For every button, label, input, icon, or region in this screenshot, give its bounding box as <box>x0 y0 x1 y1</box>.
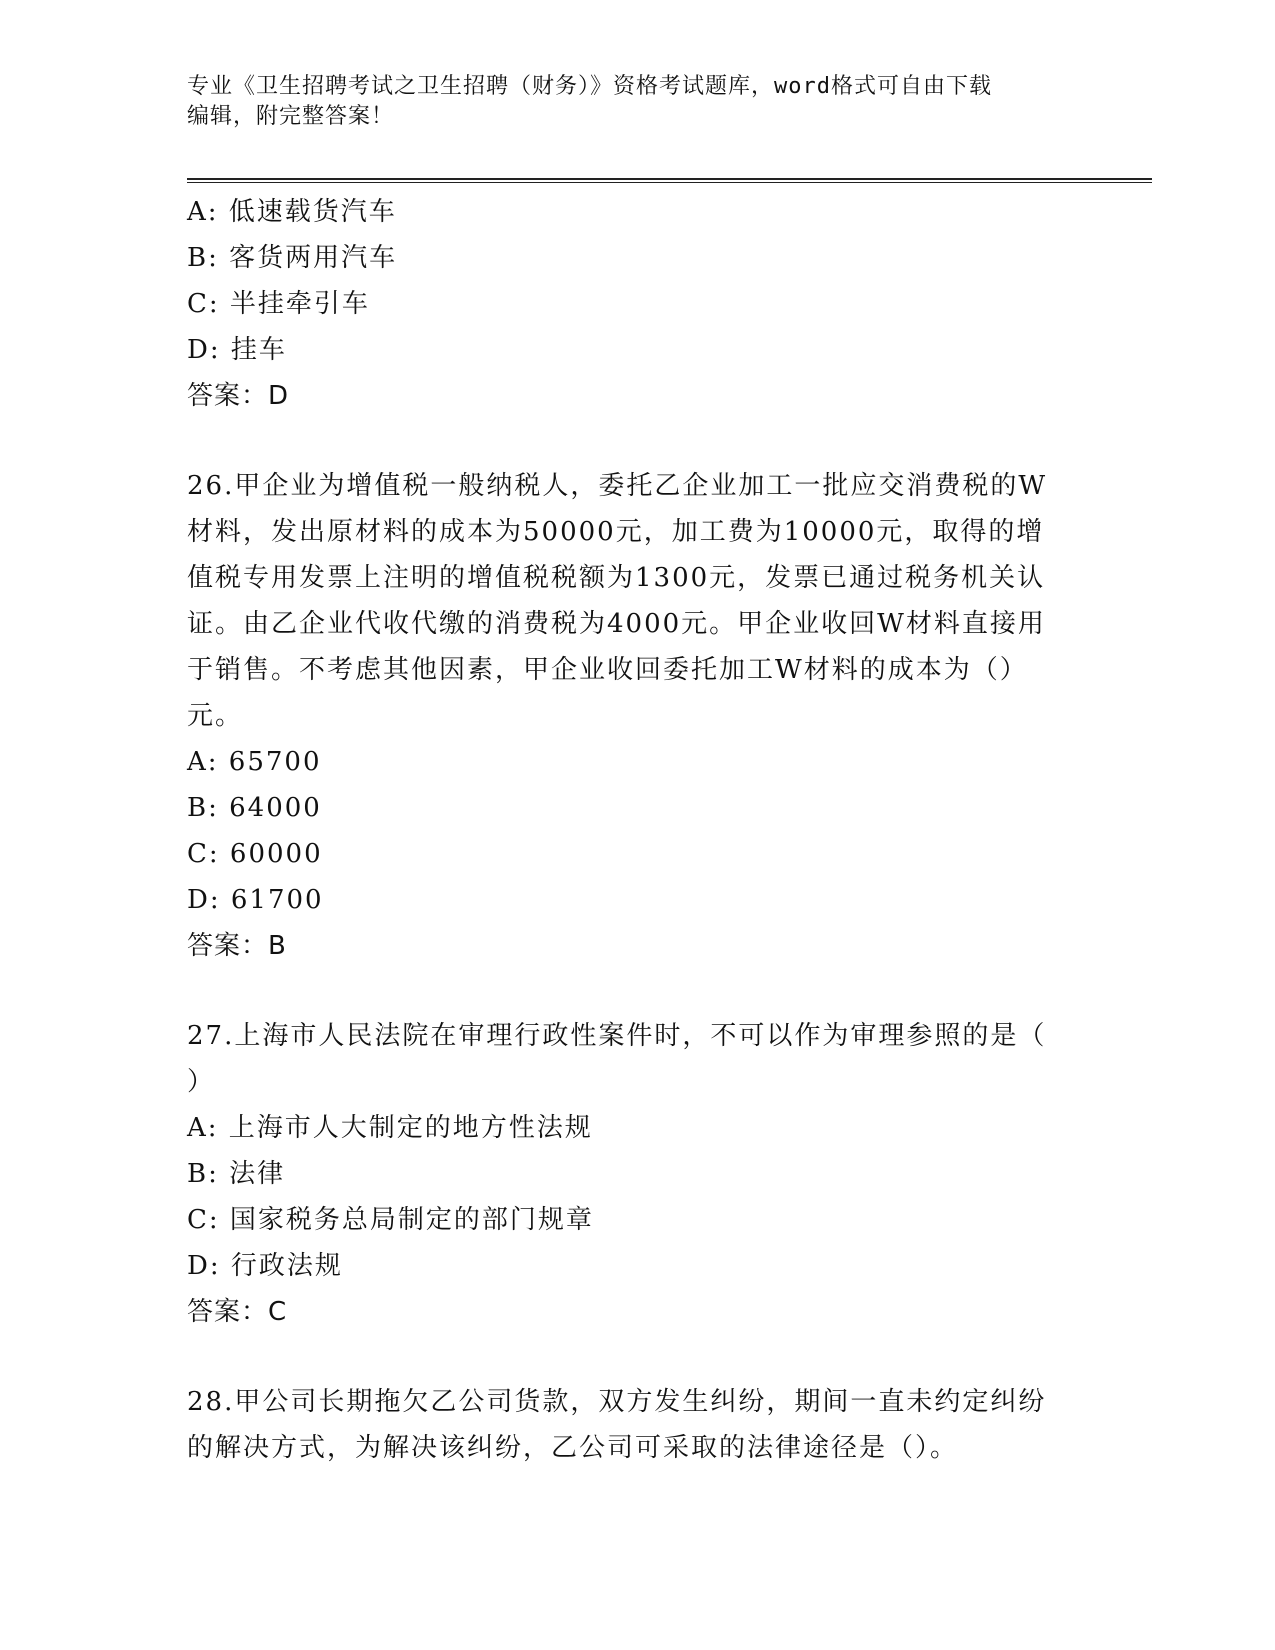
spacer <box>187 1335 1067 1379</box>
spacer <box>187 419 1067 463</box>
header-line-2: 编辑，附完整答案！ <box>187 104 395 129</box>
option-c: C: 60000 <box>187 839 323 869</box>
question-28 <box>187 1379 1067 1471</box>
option-b: B: 客货两用汽车 <box>187 243 398 273</box>
option-d: D: 行政法规 <box>187 1251 343 1281</box>
option-d: D: 挂车 <box>187 335 287 365</box>
header-divider <box>187 178 1152 180</box>
option-c: C: 国家税务总局制定的部门规章 <box>187 1205 594 1235</box>
option-d: D: 61700 <box>187 885 324 915</box>
question-text-line: 的解决方式，为解决该纠纷，乙公司可采取的法律途径是（）。 <box>187 1433 959 1463</box>
option-b: B: 64000 <box>187 793 322 823</box>
document-header <box>187 72 1067 132</box>
question-text-line: 于销售。不考虑其他因素，甲企业收回委托加工W材料的成本为（） <box>187 655 1028 685</box>
question-list <box>187 189 1067 1471</box>
option-a: A: 低速载货汽车 <box>187 197 397 227</box>
question-text-line: 证。由乙企业代收代缴的消费税为4000元。甲企业收回W材料直接用 <box>187 609 1046 639</box>
option-a: A: 上海市人大制定的地方性法规 <box>187 1113 593 1143</box>
question-26 <box>187 463 1067 969</box>
spacer <box>187 969 1067 1013</box>
question-text-line: 28.甲公司长期拖欠乙公司货款，双方发生纠纷，期间一直未约定纠纷 <box>187 1387 1047 1417</box>
question-text-line: 27.上海市人民法院在审理行政性案件时，不可以作为审理参照的是（ <box>187 1021 1047 1051</box>
option-c: C: 半挂牵引车 <box>187 289 370 319</box>
question-25 <box>187 189 1067 419</box>
question-text-line: 材料，发出原材料的成本为50000元，加工费为10000元，取得的增 <box>187 517 1045 547</box>
header-line-1: 专业《卫生招聘考试之卫生招聘（财务）》资格考试题库，word格式可自由下载 <box>187 74 992 99</box>
question-27 <box>187 1013 1067 1335</box>
header-divider-thin <box>187 182 1152 183</box>
question-text-line: 元。 <box>187 701 244 731</box>
answer: 答案：B <box>187 931 287 961</box>
option-a: A: 65700 <box>187 747 322 777</box>
answer: 答案：D <box>187 381 290 411</box>
answer: 答案：C <box>187 1297 288 1327</box>
question-text-line: ） <box>187 1067 216 1097</box>
question-text-line: 26.甲企业为增值税一般纳税人，委托乙企业加工一批应交消费税的W <box>187 471 1048 501</box>
option-b: B: 法律 <box>187 1159 286 1189</box>
question-text-line: 值税专用发票上注明的增值税税额为1300元，发票已通过税务机关认 <box>187 563 1046 593</box>
